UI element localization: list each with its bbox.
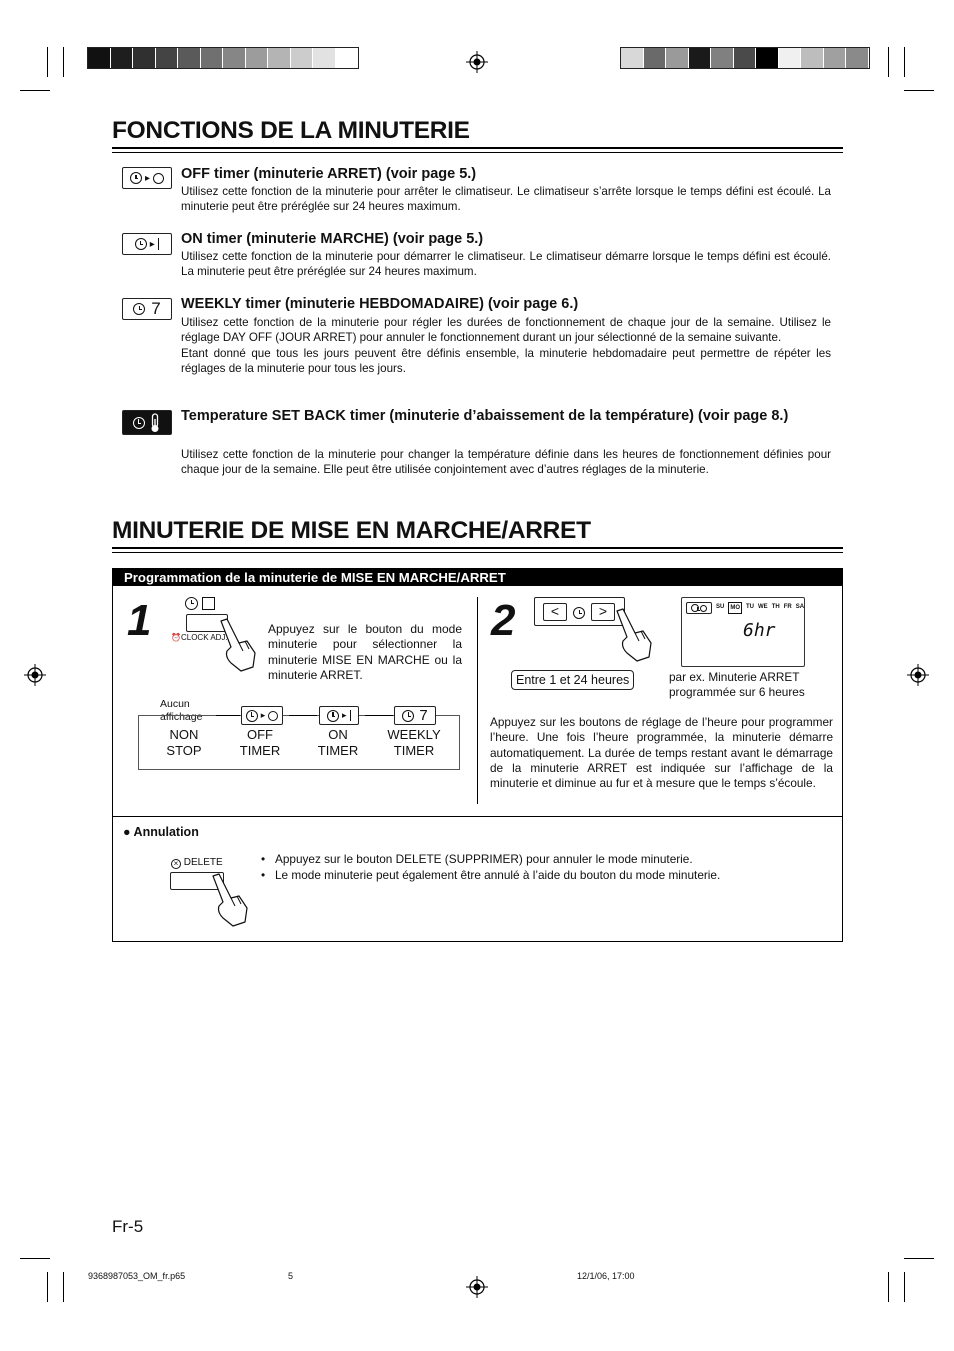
pointing-hand-icon (609, 607, 653, 663)
color-swatch (268, 48, 291, 68)
registration-mark-icon (24, 664, 46, 686)
registration-mark-icon (466, 1276, 488, 1298)
clock-adj-label: ⏰CLOCK ADJ. (171, 633, 228, 642)
item-title: ON timer (minuterie MARCHE) (voir page 5.) (181, 231, 484, 247)
footer-date: 12/1/06, 17:00 (577, 1271, 635, 1281)
item-text: Utilisez cette fonction de la minuterie pour démarrer le climatiseur. Le climatiseur démarre lorsque le temps défini est écoulé. La minuterie peut être préréglée sur 24 heures maximum. (181, 250, 831, 279)
crop-mark (20, 90, 50, 91)
example-label: par ex. Minuterie ARRET programmée sur 6 heures (669, 670, 805, 699)
color-swatch (756, 48, 779, 68)
arrow (216, 715, 240, 716)
weekly-timer-icon: 7 (394, 706, 436, 725)
color-swatch (846, 48, 869, 68)
color-swatch (644, 48, 667, 68)
color-swatch (666, 48, 689, 68)
mode-label: NON STOP (166, 727, 202, 758)
weekly-timer-icon: 7 (122, 298, 172, 320)
time-up-button[interactable]: > (591, 603, 615, 621)
color-swatch (711, 48, 734, 68)
registration-mark-icon (907, 664, 929, 686)
pointing-hand-icon (205, 872, 249, 928)
crop-mark (47, 47, 48, 77)
crop-mark (904, 1258, 934, 1259)
arrow (365, 715, 393, 716)
cancel-bullet: • Appuyez sur le bouton DELETE (SUPPRIMER) pour annuler le mode minuterie. (261, 852, 693, 866)
mode-label: ON TIMER (317, 727, 359, 758)
item-title: WEEKLY timer (minuterie HEBDOMADAIRE) (voir page 6.) (181, 296, 579, 312)
footer-file: 9368987053_OM_fr.p65 (88, 1271, 186, 1281)
timer-mode-icons (185, 597, 215, 610)
crop-mark (888, 47, 889, 77)
section-title: MINUTERIE DE MISE EN MARCHE/ARRET (112, 517, 843, 549)
crop-mark (63, 47, 64, 77)
box-header: Programmation de la minuterie de MISE EN MARCHE/ARRET (113, 569, 842, 586)
color-swatch (223, 48, 246, 68)
mode-label: OFF TIMER (239, 727, 281, 758)
color-swatch (88, 48, 111, 68)
clock-icon (573, 607, 585, 619)
display-value: 6hr (743, 620, 776, 641)
color-swatch (779, 48, 802, 68)
cancel-bullet: • Le mode minuterie peut également être annulé à l’aide du bouton du mode minuterie. (261, 868, 721, 882)
item-text: Utilisez cette fonction de la minuterie pour régler les durées de fonctionnement de chaque jour de la semaine. Utilisez le réglage DAY OFF (JOUR ARRET) pour annuler le fonctionnement durant un jour sélectionné de la semaine suivante. Etant donné que tous les jours peuvent être définis ensemble, la minuterie hebdomadaire peut permettre de répéter les réglages de la minuterie pour tous les jours. (181, 316, 831, 375)
step-number: 2 (491, 596, 516, 645)
page-number: Fr-5 (112, 1217, 144, 1236)
time-down-button[interactable]: < (543, 603, 567, 621)
footer-sheet: 5 (288, 1271, 294, 1281)
display-days: SU MO TU WE TH FR SA (716, 602, 804, 614)
step2-text: Appuyez sur les boutons de réglage de l’heure pour programmer l’heure. Une fois l’heure programmée, la minuterie démarre automatiquement. La durée de temps restant avant le démarrage de la minuterie ARRET est indiquée sur l’affichage de la minuterie et diminue au fur et à mesure que le temps s’écoule. (490, 715, 833, 791)
step1-text: Appuyez sur le bouton du mode minuterie pour sélectionner la minuterie MISE EN MARCHE ou la minuterie ARRET. (268, 622, 462, 682)
color-swatch (156, 48, 179, 68)
section-title: FONCTIONS DE LA MINUTERIE (112, 117, 843, 149)
color-swatch (111, 48, 134, 68)
color-swatch (689, 48, 712, 68)
off-timer-icon (686, 602, 712, 614)
crop-mark (20, 1258, 50, 1259)
range-label: Entre 1 et 24 heures (511, 670, 634, 690)
color-swatch (313, 48, 336, 68)
item-title: OFF timer (minuterie ARRET) (voir page 5.) (181, 166, 477, 182)
off-timer-icon: ▸ (122, 167, 172, 189)
item-title: Temperature SET BACK timer (minuterie d’abaissement de la température) (voir page 8.) (181, 408, 789, 424)
color-swatch (291, 48, 314, 68)
divider (477, 597, 478, 804)
color-bar-right (620, 47, 870, 69)
crop-mark (63, 1272, 64, 1302)
color-swatch (178, 48, 201, 68)
color-swatch (336, 48, 359, 68)
color-swatch (201, 48, 224, 68)
registration-mark-icon (466, 51, 488, 73)
crop-mark (47, 1272, 48, 1302)
color-swatch (621, 48, 644, 68)
set-back-timer-icon (122, 410, 172, 435)
on-timer-icon: ▸ (122, 233, 172, 255)
item-text: Utilisez cette fonction de la minuterie pour changer la température définie dans les heures de fonctionnement définies pour chaque jour de la semaine. Elle peut être utilisée conjointement avec d’autres réglages de la minuterie. (181, 448, 831, 477)
crop-mark (904, 47, 905, 77)
color-swatch (801, 48, 824, 68)
color-swatch (133, 48, 156, 68)
no-display-label: Aucun affichage (160, 698, 203, 723)
item-text: Utilisez cette fonction de la minuterie pour arrêter le climatiseur. Le climatiseur s’arrête lorsque le temps défini est écoulé. La minuterie peut être préréglée sur 24 heures maximum. (181, 185, 831, 214)
delete-label: × DELETE (171, 856, 223, 869)
cancel-title: ● Annulation (123, 825, 199, 839)
divider (113, 816, 842, 817)
pointing-hand-icon (213, 617, 257, 673)
timer-programming-box (112, 568, 843, 942)
color-bar-left (87, 47, 359, 69)
on-timer-icon: ▸ (319, 706, 359, 725)
color-swatch (246, 48, 269, 68)
crop-mark (888, 1272, 889, 1302)
arrow (289, 715, 317, 716)
mode-label: WEEKLY TIMER (387, 727, 441, 758)
color-swatch (824, 48, 847, 68)
step-number: 1 (127, 596, 152, 645)
off-timer-icon: ▸ (241, 706, 283, 725)
crop-mark (904, 90, 934, 91)
color-swatch (734, 48, 757, 68)
crop-mark (904, 1272, 905, 1302)
